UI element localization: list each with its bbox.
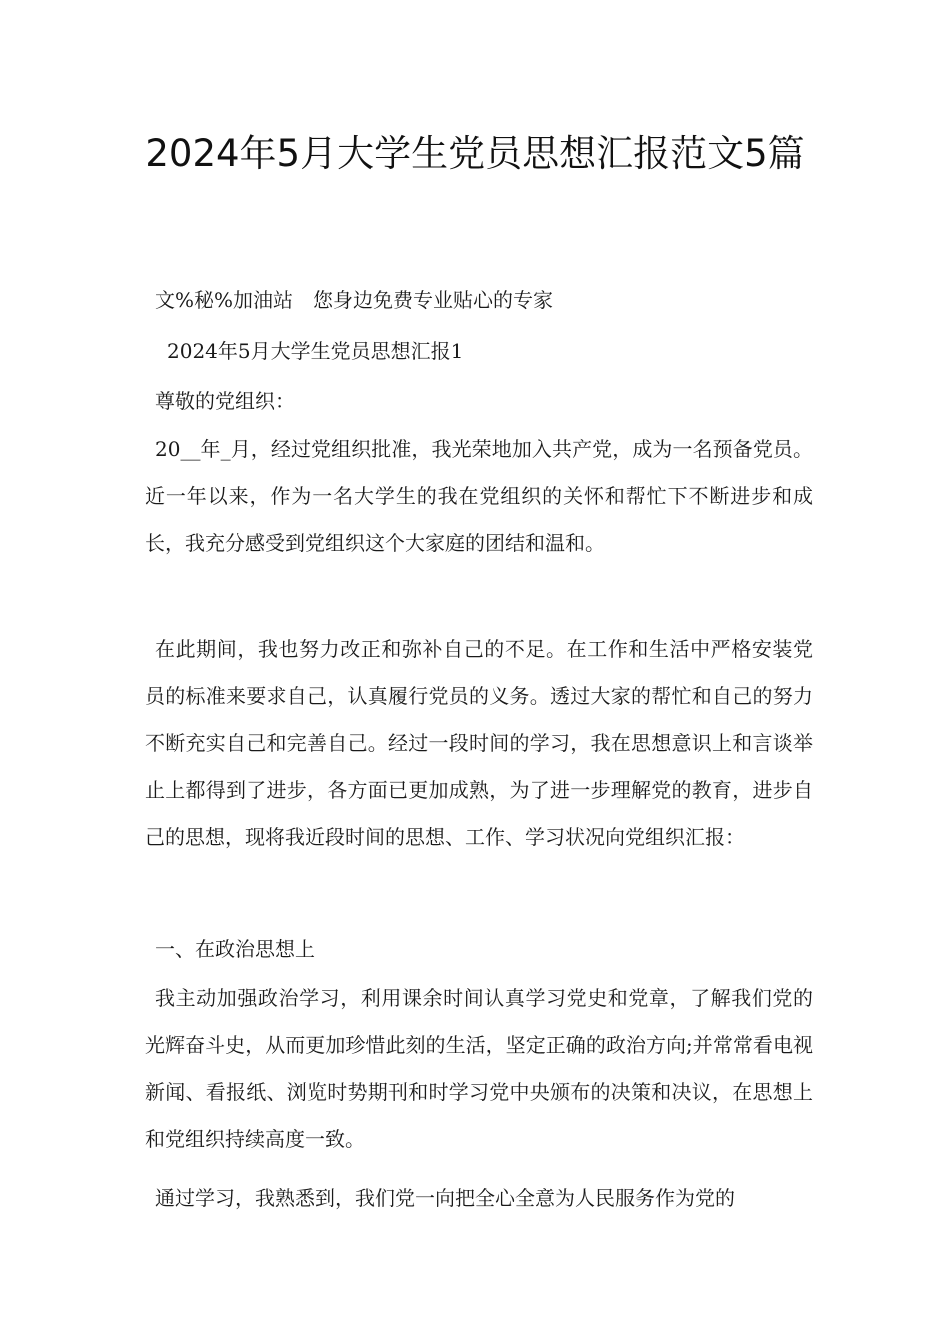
report-subtitle: 2024年5月大学生党员思想汇报1 [167, 339, 464, 363]
paragraph-2: 在此期间，我也努力改正和弥补自己的不足。在工作和生活中严格安装党员的标准来要求自己，认真履行党员的义务。透过大家的帮忙和自己的努力不断充实自己和完善自己。经过一段时间的学习，我在思想意识上和言谈举止上都得到了进步，各方面已更加成熟，为了进一步理解党的教育，进步自己的思想，现将我近段时间的思想、工作、学习状况向党组织汇报： [145, 637, 813, 849]
paragraph-4: 通过学习，我熟悉到，我们党一向把全心全意为人民服务作为党的 [155, 1186, 735, 1210]
paragraph-3: 我主动加强政治学习，利用课余时间认真学习党史和党章，了解我们党的光辉奋斗史，从而更加珍惜此刻的生活，坚定正确的政治方向;并常常看电视新闻、看报纸、浏览时势期刊和时学习党中央颁布的决策和决议，在思想上和党组织持续高度一致。 [145, 986, 813, 1151]
salutation: 尊敬的党组织： [155, 389, 295, 413]
document-title: 2024年5月大学生党员思想汇报范文5篇 [145, 132, 805, 175]
header-line: 文%秘%加油站 您身边免费专业贴心的专家 [155, 288, 554, 312]
paragraph-1: 20__年_月，经过党组织批准，我光荣地加入共产党，成为一名预备党员。近一年以来，作为一名大学生的我在党组织的关怀和帮忙下不断进步和成长，我充分感受到党组织这个大家庭的团结和温和。 [145, 437, 813, 555]
section-heading-1: 一、在政治思想上 [155, 937, 315, 961]
